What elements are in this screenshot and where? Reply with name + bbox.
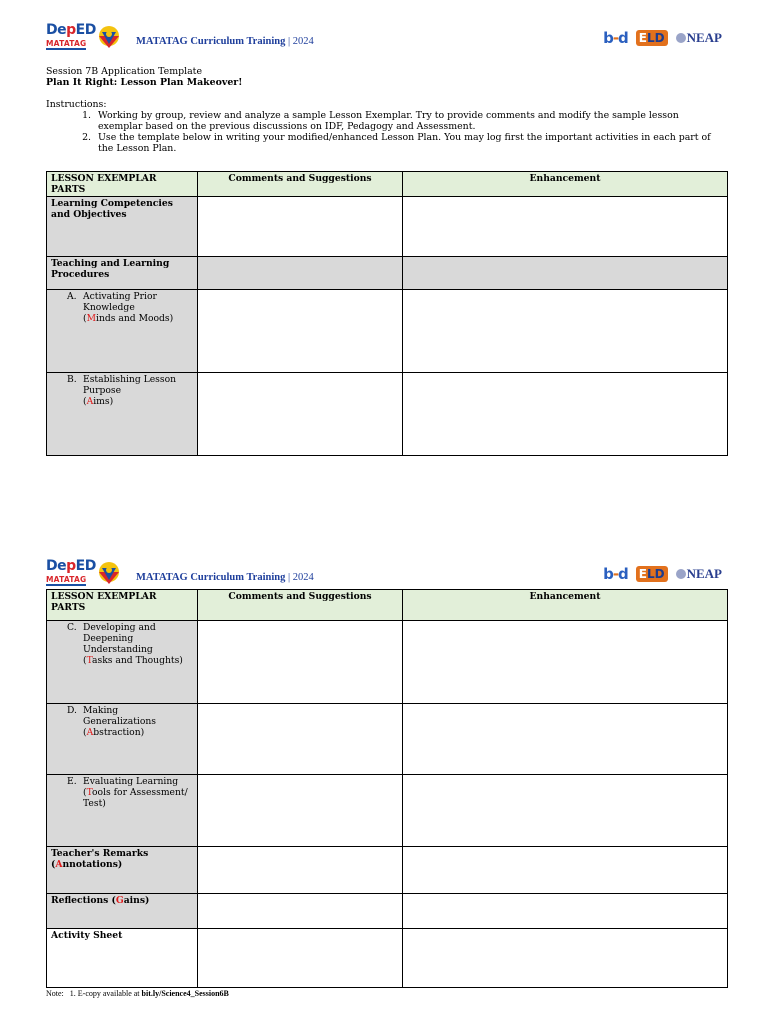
enhancement-cell[interactable] — [403, 197, 728, 257]
lesson-plan-table-page1 — [46, 171, 728, 456]
bd-logo: b-d — [603, 565, 628, 583]
row-activating-prior-knowledge: A. Activating Prior Knowledge (Minds and Moods) — [47, 290, 198, 373]
comments-cell[interactable] — [198, 894, 403, 929]
table-row — [47, 373, 728, 456]
row-learning-competencies: Learning Competencies and Objectives — [47, 197, 198, 257]
training-title: MATATAG Curriculum Training | 2024 — [136, 572, 314, 583]
comments-cell[interactable] — [198, 621, 403, 704]
table-row — [47, 257, 728, 290]
header-enhancement: Enhancement — [403, 172, 728, 197]
table-row — [47, 929, 728, 988]
globe-icon — [676, 33, 686, 43]
instructions-label: Instructions: — [46, 99, 107, 110]
row-reflections: Reflections (Gains) — [47, 894, 198, 929]
instructions-block — [46, 66, 726, 154]
session-label: Session 7B Application Template — [46, 66, 202, 77]
header-lesson-parts: LESSON EXEMPLAR PARTS — [47, 172, 198, 197]
partner-logos — [603, 564, 722, 584]
table-header-row — [47, 590, 728, 621]
lesson-plan-table-page2 — [46, 589, 728, 988]
comments-cell[interactable] — [198, 373, 403, 456]
comments-cell[interactable] — [198, 847, 403, 894]
comments-cell[interactable] — [198, 929, 403, 988]
row-evaluating-learning: E. Evaluating Learning (Tools for Assessment/ Test) — [47, 775, 198, 847]
footnote: Note: 1. E-copy available at bit.ly/Science4_Session6B — [46, 989, 229, 998]
page-header — [46, 558, 722, 592]
table-row — [47, 775, 728, 847]
eld-logo: ELD — [636, 30, 668, 46]
instruction-item: 2. Use the template below in writing your modified/enhanced Lesson Plan. You may log first the important activities in each part of the Lesson Plan. — [94, 132, 726, 154]
row-establishing-purpose: B. Establishing Lesson Purpose (Aims) — [47, 373, 198, 456]
deped-logo: DepED MATATAG — [46, 558, 96, 584]
table-row — [47, 704, 728, 775]
header-lesson-parts: LESSON EXEMPLAR PARTS — [47, 590, 198, 621]
table-row — [47, 197, 728, 257]
comments-cell[interactable] — [198, 197, 403, 257]
header-enhancement: Enhancement — [403, 590, 728, 621]
table-row — [47, 894, 728, 929]
enhancement-cell[interactable] — [403, 290, 728, 373]
instructions-list — [46, 110, 726, 154]
row-teaching-procedures: Teaching and Learning Procedures — [47, 257, 198, 290]
enhancement-cell[interactable] — [403, 894, 728, 929]
instruction-item: 1. Working by group, review and analyze a sample Lesson Exemplar. Try to provide comments and modify the sample lesson exemplar based on the previous discussions on IDF, Pedagogy and Assessment. — [94, 110, 726, 132]
bagong-pilipinas-logo — [96, 24, 122, 52]
neap-logo: NEAP — [676, 566, 722, 582]
comments-cell[interactable] — [198, 775, 403, 847]
comments-cell — [198, 257, 403, 290]
row-making-generalizations: D. Making Generalizations (Abstraction) — [47, 704, 198, 775]
neap-logo: NEAP — [676, 30, 722, 46]
bd-logo: b-d — [603, 29, 628, 47]
partner-logos — [603, 28, 722, 48]
training-title: MATATAG Curriculum Training | 2024 — [136, 36, 314, 47]
comments-cell[interactable] — [198, 704, 403, 775]
comments-cell[interactable] — [198, 290, 403, 373]
enhancement-cell[interactable] — [403, 621, 728, 704]
row-developing-understanding: C. Developing and Deepening Understanding (Tasks and Thoughts) — [47, 621, 198, 704]
ecopy-link[interactable]: bit.ly/Science4_Session6B — [141, 989, 229, 998]
table-header-row — [47, 172, 728, 197]
header-comments: Comments and Suggestions — [198, 590, 403, 621]
row-activity-sheet: Activity Sheet — [47, 929, 198, 988]
table-row — [47, 290, 728, 373]
table-row — [47, 621, 728, 704]
deped-logo: DepED MATATAG — [46, 22, 96, 48]
eld-logo: ELD — [636, 566, 668, 582]
enhancement-cell[interactable] — [403, 775, 728, 847]
page-header — [46, 22, 722, 56]
enhancement-cell[interactable] — [403, 847, 728, 894]
enhancement-cell[interactable] — [403, 373, 728, 456]
row-teachers-remarks: Teacher's Remarks (Annotations) — [47, 847, 198, 894]
globe-icon — [676, 569, 686, 579]
enhancement-cell[interactable] — [403, 704, 728, 775]
bagong-pilipinas-logo — [96, 560, 122, 588]
enhancement-cell — [403, 257, 728, 290]
enhancement-cell[interactable] — [403, 929, 728, 988]
table-row — [47, 847, 728, 894]
header-comments: Comments and Suggestions — [198, 172, 403, 197]
session-title: Plan It Right: Lesson Plan Makeover! — [46, 77, 243, 88]
